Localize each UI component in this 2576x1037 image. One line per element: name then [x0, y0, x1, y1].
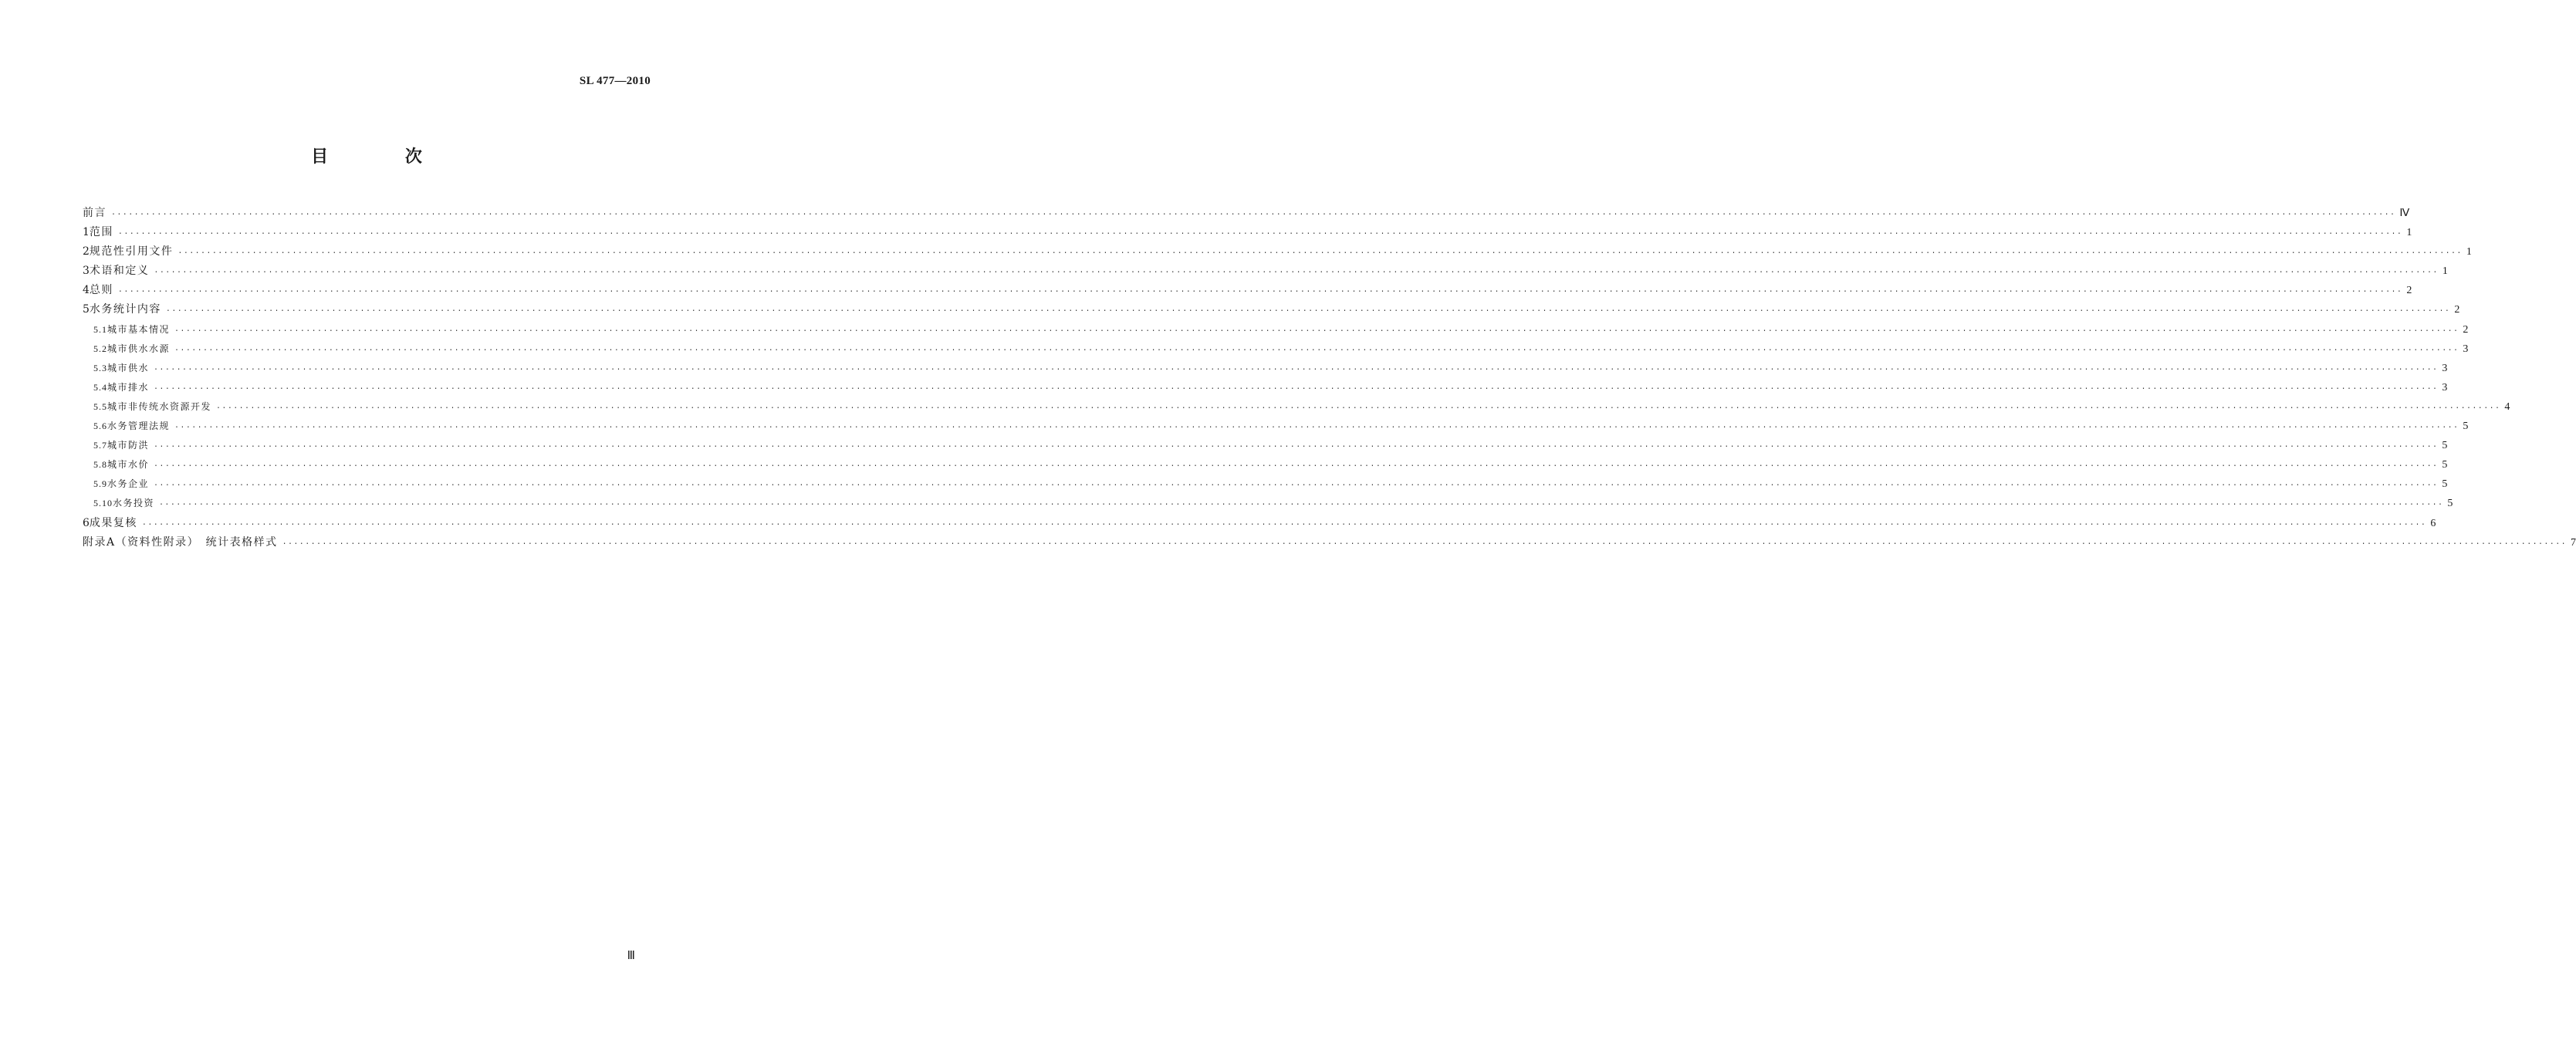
table-of-contents	[83, 204, 2576, 552]
toc-entry-number: 5.7	[93, 440, 107, 451]
toc-entry-title: 城市排水	[107, 381, 150, 393]
toc-entry-title: 城市非传统水资源开发	[107, 400, 212, 412]
toc-entry-title: 范围	[89, 226, 113, 239]
toc-entry-number: 2	[83, 245, 90, 258]
toc-entry-number: 5.5	[93, 400, 107, 412]
toc-entry[interactable]	[83, 436, 2448, 455]
toc-entry-number: 3	[83, 265, 90, 278]
toc-dot-leader: ················································································································································································································································································································································································································	[216, 404, 2501, 413]
toc-entry[interactable]	[83, 262, 2448, 281]
toc-entry-title: 规范性引用文件	[89, 245, 174, 258]
toc-entry-number: 6	[83, 516, 90, 529]
toc-entry-page: 5	[2442, 459, 2448, 471]
toc-entry-page: 2	[2406, 285, 2412, 297]
toc-entry-page: 1	[2466, 246, 2472, 258]
standard-code: SL 477—2010	[579, 75, 651, 87]
toc-dot-leader: ················································································································································································································································································································································································································	[154, 462, 2439, 471]
toc-entry-page: 3	[2442, 381, 2448, 394]
toc-entry[interactable]	[83, 494, 2453, 513]
toc-entry[interactable]	[83, 204, 2410, 223]
toc-dot-leader: ················································································································································································································································································································································································································	[117, 230, 2403, 239]
toc-dot-leader: ················································································································································································································································································································································································································	[154, 384, 2439, 394]
toc-entry-number: 1	[83, 226, 90, 239]
toc-entry[interactable]	[83, 378, 2448, 397]
toc-entry-title: 城市防洪	[107, 440, 150, 451]
toc-dot-leader: ················································································································································································································································································································································································································	[174, 424, 2459, 433]
toc-entry-title: 总则	[89, 284, 113, 297]
toc-entry[interactable]	[83, 223, 2412, 242]
toc-dot-leader: ················································································································································································································································································································································································································	[154, 481, 2439, 491]
toc-entry-title: 城市供水水源	[107, 343, 171, 354]
toc-dot-leader: ················································································································································································································································································································································································································	[154, 269, 2439, 278]
toc-dot-leader: ················································································································································································································································································································································································································	[174, 326, 2459, 336]
toc-entry-title: 城市基本情况	[107, 323, 171, 335]
toc-entry-title: 城市供水	[107, 362, 150, 373]
toc-dot-leader: ················································································································································································································································································································································································································	[282, 539, 2567, 549]
toc-entry-title: 水务管理法规	[107, 421, 171, 432]
toc-entry[interactable]	[83, 281, 2412, 300]
toc-entry-page: 5	[2463, 421, 2469, 433]
toc-entry-page: 2	[2454, 304, 2460, 316]
toc-entry[interactable]	[83, 359, 2448, 378]
toc-entry-page: 2	[2463, 323, 2469, 336]
toc-entry[interactable]	[83, 300, 2460, 319]
toc-entry-number: 5.6	[93, 421, 107, 432]
toc-dot-leader: ················································································································································································································································································································································································································	[165, 307, 2451, 316]
toc-entry-page: 1	[2442, 265, 2448, 278]
toc-entry-number: 4	[83, 284, 90, 297]
toc-entry-number: 5.1	[93, 323, 107, 335]
toc-entry-page: 6	[2430, 517, 2436, 529]
toc-entry-title: 术语和定义	[89, 265, 150, 278]
toc-entry-title: 城市水价	[107, 459, 150, 471]
toc-entry[interactable]	[83, 514, 2436, 533]
toc-entry-number: 5.9	[93, 478, 107, 490]
page-number: Ⅲ	[627, 950, 635, 962]
toc-dot-leader: ················································································································································································································································································································································································································	[154, 365, 2439, 374]
toc-entry-number: 5.8	[93, 459, 107, 471]
toc-entry-page: 5	[2442, 440, 2448, 452]
toc-entry-title: 水务投资	[113, 498, 155, 509]
toc-dot-leader: ················································································································································································································································································································································································································	[141, 520, 2427, 529]
toc-entry-number: 5.4	[93, 381, 107, 393]
toc-entry-page: 5	[2442, 478, 2448, 491]
toc-entry-title: 前言	[83, 207, 106, 219]
toc-entry[interactable]	[83, 397, 2510, 417]
toc-entry[interactable]	[83, 242, 2472, 262]
toc-entry-title: 附录A（资料性附录） 统计表格样式	[83, 535, 278, 549]
toc-entry[interactable]	[83, 455, 2448, 475]
toc-entry-page: 4	[2504, 400, 2510, 413]
toc-dot-leader: ················································································································································································································································································································································································································	[117, 288, 2403, 297]
toc-dot-leader: ················································································································································································································································································································································································································	[111, 211, 2396, 219]
toc-entry-title: 水务统计内容	[89, 303, 161, 316]
toc-dot-leader: ················································································································································································································································································································································································································	[174, 346, 2459, 355]
toc-entry[interactable]	[83, 339, 2469, 359]
toc-entry-page: Ⅳ	[2399, 208, 2410, 219]
toc-entry-page: 3	[2463, 343, 2469, 355]
toc-dot-leader: ················································································································································································································································································································································································································	[154, 443, 2439, 452]
toc-entry-title: 水务企业	[107, 478, 150, 490]
page-title: 目 次	[311, 147, 458, 167]
toc-entry-number: 5	[83, 303, 90, 316]
toc-dot-leader: ················································································································································································································································································································································································································	[159, 501, 2444, 510]
toc-entry-page: 7	[2571, 536, 2576, 549]
toc-entry[interactable]	[83, 475, 2448, 494]
toc-entry-page: 1	[2406, 227, 2412, 239]
toc-entry[interactable]	[83, 417, 2469, 436]
toc-entry-title: 成果复核	[89, 516, 137, 529]
toc-dot-leader: ················································································································································································································································································································································································································	[177, 249, 2463, 258]
toc-entry-page: 5	[2447, 498, 2453, 510]
toc-entry-number: 5.10	[93, 498, 113, 509]
toc-entry-number: 5.3	[93, 362, 107, 373]
toc-entry[interactable]	[83, 533, 2576, 552]
toc-entry[interactable]	[83, 320, 2469, 339]
toc-entry-page: 3	[2442, 362, 2448, 374]
toc-entry-number: 5.2	[93, 343, 107, 354]
